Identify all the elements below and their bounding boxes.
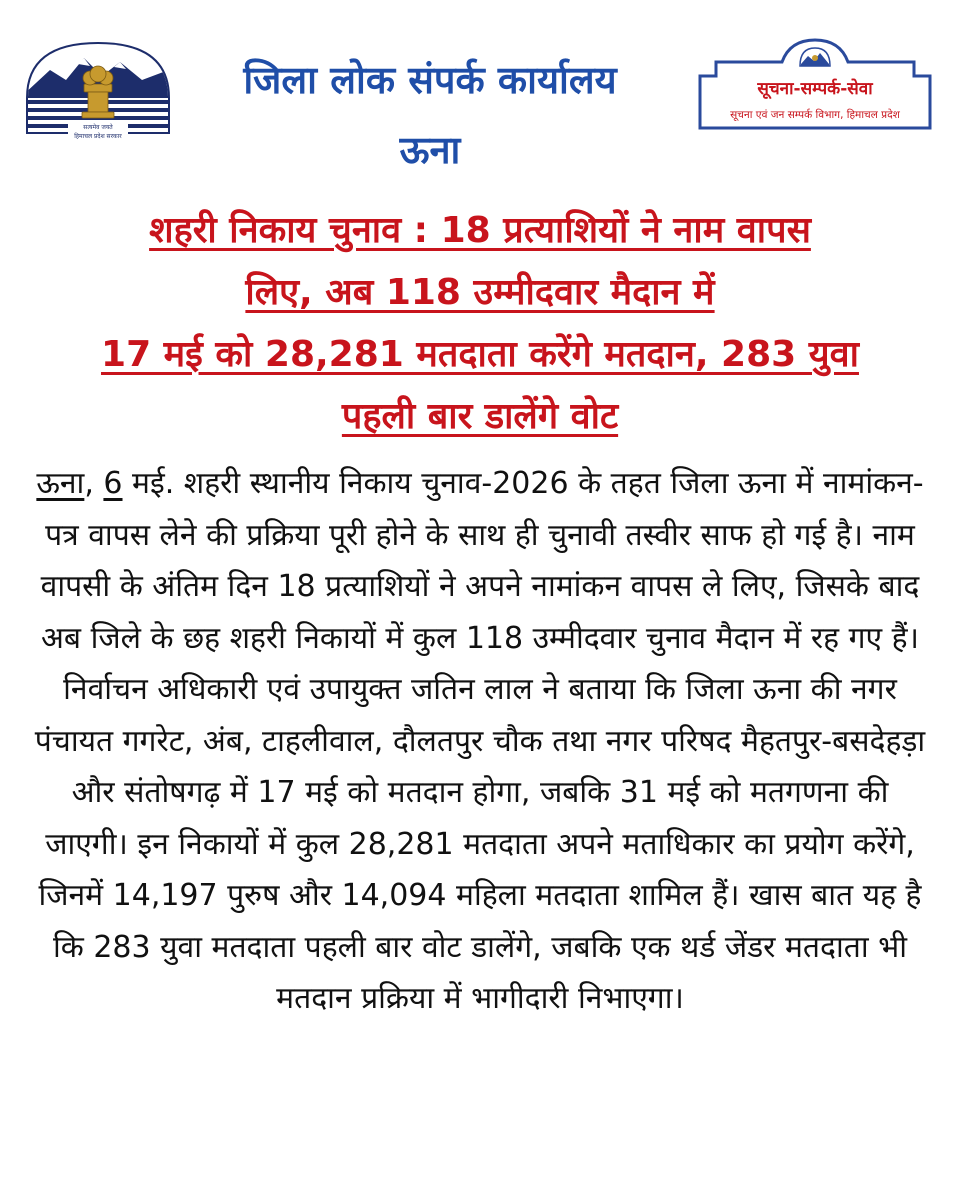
headline-line-1: शहरी निकाय चुनाव : 18 प्रत्याशियों ने नाम वापस xyxy=(149,210,811,251)
logo-caption-top: सत्यमेव जयते xyxy=(83,124,113,131)
himachal-govt-logo xyxy=(22,36,174,144)
suchna-sampark-seva-logo xyxy=(696,36,934,132)
dateline-separator: , xyxy=(84,466,104,501)
office-location: ऊना xyxy=(399,128,461,172)
office-title: जिला लोक संपर्क कार्यालय xyxy=(243,58,617,102)
article-body xyxy=(34,458,926,1025)
dateline-place: ऊना xyxy=(36,466,85,501)
right-logo-line2: सूचना एवं जन सम्पर्क विभाग, हिमाचल प्रदेश xyxy=(730,109,900,121)
headline-line-2: लिए, अब 118 उम्मीदवार मैदान में xyxy=(245,272,715,313)
headline-line-3: 17 मई को 28,281 मतदाता करेंगे मतदान, 283 युवा xyxy=(101,334,859,375)
headline-line-4: पहली बार डालेंगे वोट xyxy=(341,396,619,437)
dateline-day: 6 xyxy=(103,466,123,501)
article-paragraph: मई. शहरी स्थानीय निकाय चुनाव-2026 के तहत जिला ऊना में नामांकन-पत्र वापस लेने की प्रक्रिया पूरी होने के साथ ही चुनावी तस्वीर साफ हो गई है। नाम वापसी के अंतिम दिन 18 प्रत्याशियों ने अपने नामांकन वापस ले लिए, जिसके बाद अब जिले के छह शहरी निकायों में कुल 118 उम्मीदवार चुनाव मैदान में रह गए हैं। निर्वाचन अधिकारी एवं उपायुक्त जतिन लाल ने बताया कि जिला ऊना की नगर पंचायत गगरेट, अंब, टाहलीवाल, दौलतपुर चौक तथा नगर परिषद मैहतपुर-बसदेहड़ा और संतोषगढ़ में 17 मई को मतदान होगा, जबकि 31 मई को मतगणना की जाएगी। इन निकायों में कुल 28,281 मतदाता अपने मताधिकार का प्रयोग करेंगे, जिनमें 14,197 पुरुष और 14,094 महिला मतदाता शामिल हैं। खास बात यह है कि 283 युवा मतदाता पहली बार वोट डालेंगे, जबकि एक थर्ड जेंडर मतदाता भी मतदान प्रक्रिया में भागीदारी निभाएगा। xyxy=(34,466,926,1016)
right-logo-line1: सूचना-सम्पर्क-सेवा xyxy=(757,79,873,99)
headline xyxy=(20,200,940,448)
logo-caption-bottom: हिमाचल प्रदेश सरकार xyxy=(74,133,122,140)
